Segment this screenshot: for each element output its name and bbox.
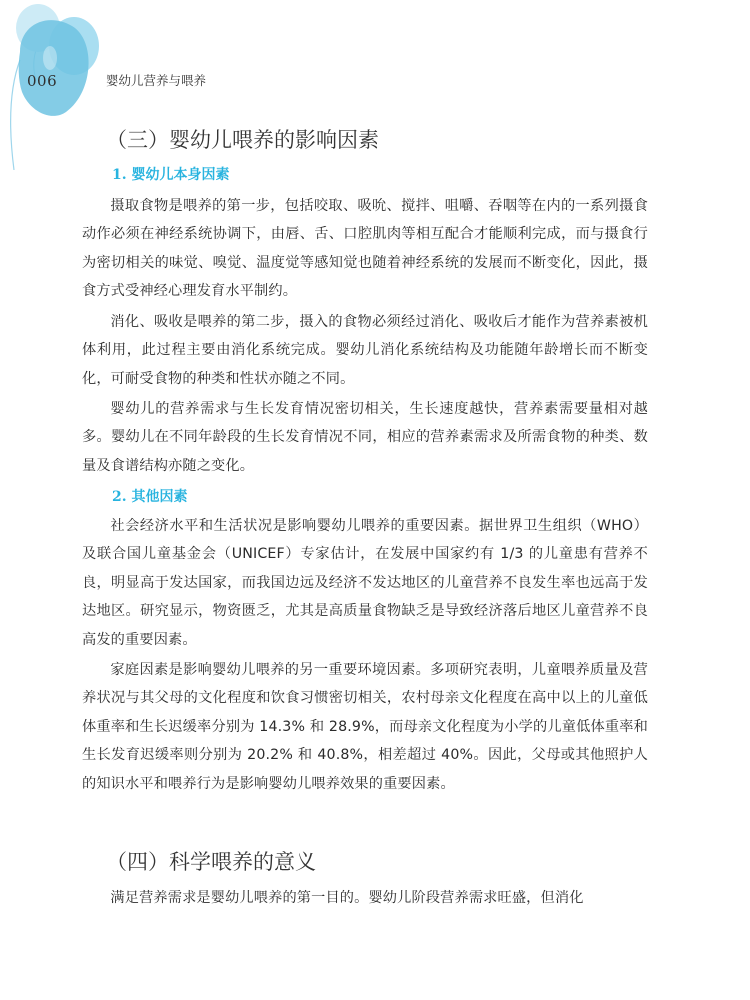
section-heading: （三）婴幼儿喂养的影响因素 bbox=[106, 128, 379, 152]
page-number: 006 bbox=[27, 72, 58, 90]
paragraph: 家庭因素是影响婴幼儿喂养的另一重要环境因素。多项研究表明，儿童喂养质量及营养状况与其父母的文化程度和饮食习惯密切相关，农村母亲文化程度在高中以上的儿童低体重率和生长迟缓率分别为 14.3% 和 28.9%，而母亲文化程度为小学的儿童低体重率和生长发育迟缓率则分别为 20.2% 和 40.8%，相差超过 40%。因此，父母或其他照护人的知识水平和喂养行为是影响婴幼儿喂养效果的重要因素。 bbox=[82, 662, 648, 792]
paragraph: 摄取食物是喂养的第一步，包括咬取、吸吮、搅拌、咀嚼、吞咽等在内的一系列摄食动作必须在神经系统协调下，由唇、舌、口腔肌肉等相互配合才能顺利完成，而与摄食行为密切相关的味觉、嗅觉、温度觉等感知觉也随着神经系统的发展而不断变化，因此，摄食方式受神经心理发育水平制约。 bbox=[82, 198, 648, 300]
running-head: 婴幼儿营养与喂养 bbox=[106, 73, 207, 88]
balloon-highlight bbox=[43, 46, 57, 70]
paragraph: 满足营养需求是婴幼儿喂养的第一目的。婴幼儿阶段营养需求旺盛，但消化 bbox=[110, 890, 584, 906]
balloon-string bbox=[11, 60, 20, 170]
subsection-heading: 2. 其他因素 bbox=[112, 489, 188, 505]
paragraph: 社会经济水平和生活状况是影响婴幼儿喂养的重要因素。据世界卫生组织（WHO）及联合国儿童基金会（UNICEF）专家估计，在发展中国家约有 1/3 的儿童患有营养不良，明显高于发达国家，而我国边远及经济不发达地区的儿童营养不良发生率也远高于发达地区。研究显示，物资匮乏，尤其是高质量食物缺乏是导致经济落后地区儿童营养不良高发的重要因素。 bbox=[82, 518, 648, 648]
paragraph: 消化、吸收是喂养的第二步，摄入的食物必须经过消化、吸收后才能作为营养素被机体利用，此过程主要由消化系统完成。婴幼儿消化系统结构及功能随年龄增长而不断变化，可耐受食物的种类和性状亦随之不同。 bbox=[82, 314, 648, 387]
subsection-heading: 1. 婴幼儿本身因素 bbox=[112, 167, 230, 183]
section-heading: （四）科学喂养的意义 bbox=[106, 850, 316, 874]
paragraph: 婴幼儿的营养需求与生长发育情况密切相关，生长速度越快，营养素需要量相对越多。婴幼儿在不同年龄段的生长发育情况不同，相应的营养素需求及所需食物的种类、数量及食谱结构亦随之变化。 bbox=[82, 401, 648, 474]
